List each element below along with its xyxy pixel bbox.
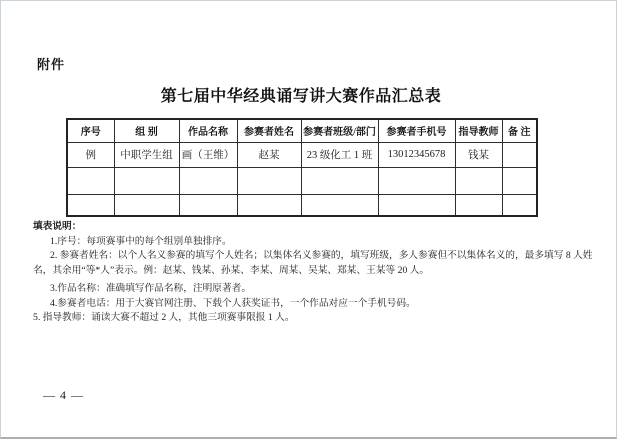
works-summary-table (66, 118, 538, 217)
note-advisor: 5. 指导教师：诵读大赛不超过 2 人，其他三项赛事限报 1 人。 (33, 312, 295, 323)
cell-advisor (455, 194, 502, 216)
header-class-department: 参赛者班级/部门 (301, 119, 378, 142)
cell-work-title (179, 167, 237, 194)
cell-serial-number (67, 167, 114, 194)
fill-instructions (33, 220, 599, 326)
cell-work-title: 画（王维） (179, 142, 237, 167)
cell-participant-name (237, 194, 301, 216)
cell-participant-name: 赵某 (237, 142, 301, 167)
table-row-empty (67, 167, 537, 194)
page-title: 第七届中华经典诵写讲大赛作品汇总表 (160, 88, 442, 105)
cell-class-department (301, 167, 378, 194)
note-serial-number: 1.序号：每项赛事中的每个组别单独排序。 (50, 235, 232, 247)
cell-group (114, 194, 179, 216)
cell-class-department: 23 级化工 1 班 (301, 142, 378, 167)
note-participant-name: 2. 参赛者姓名：以个人名义参赛的填写个人姓名；以集体名义参赛的，填写班级，多人参赛但不以集体名义的，最多填写 8 人姓名，其余用“等*人”表示。例：赵某、钱某、孙某、李某、周某、吴某、郑某、王某等 20 人。 (33, 250, 593, 276)
header-group: 组 别 (114, 119, 179, 142)
cell-group: 中职学生组 (114, 142, 179, 167)
cell-serial-number: 例 (67, 142, 114, 167)
fill-instructions-heading: 填表说明： (33, 221, 82, 232)
cell-advisor (455, 167, 502, 194)
cell-class-department (301, 194, 378, 216)
table-row-empty (67, 194, 537, 216)
header-advisor: 指导教师 (455, 119, 502, 142)
cell-phone-number (378, 167, 455, 194)
cell-work-title (179, 194, 237, 216)
attachment-label: 附件 (37, 57, 66, 72)
note-work-title: 3.作品名称：准确填写作品名称，注明原著者。 (50, 283, 252, 294)
header-remarks: 备 注 (502, 119, 537, 142)
cell-remarks (502, 142, 537, 167)
cell-serial-number (67, 194, 114, 216)
cell-group (114, 167, 179, 194)
cell-participant-name (237, 167, 301, 194)
cell-phone-number (378, 194, 455, 216)
table-row-example (67, 142, 537, 167)
cell-advisor: 钱某 (455, 142, 502, 167)
note-participant-phone: 4.参赛者电话：用于大赛官网注册、下载个人获奖证书，一个作品对应一个手机号码。 (50, 297, 416, 309)
header-work-title: 作品名称 (179, 119, 237, 142)
header-serial-number: 序号 (67, 119, 114, 142)
header-participant-name: 参赛者姓名 (237, 119, 301, 142)
page-number: — 4 — (43, 388, 84, 402)
table-header-row (67, 119, 537, 142)
cell-remarks (502, 194, 537, 216)
header-phone-number: 参赛者手机号 (378, 119, 455, 142)
cell-remarks (502, 167, 537, 194)
cell-phone-number: 13012345678 (378, 142, 455, 167)
